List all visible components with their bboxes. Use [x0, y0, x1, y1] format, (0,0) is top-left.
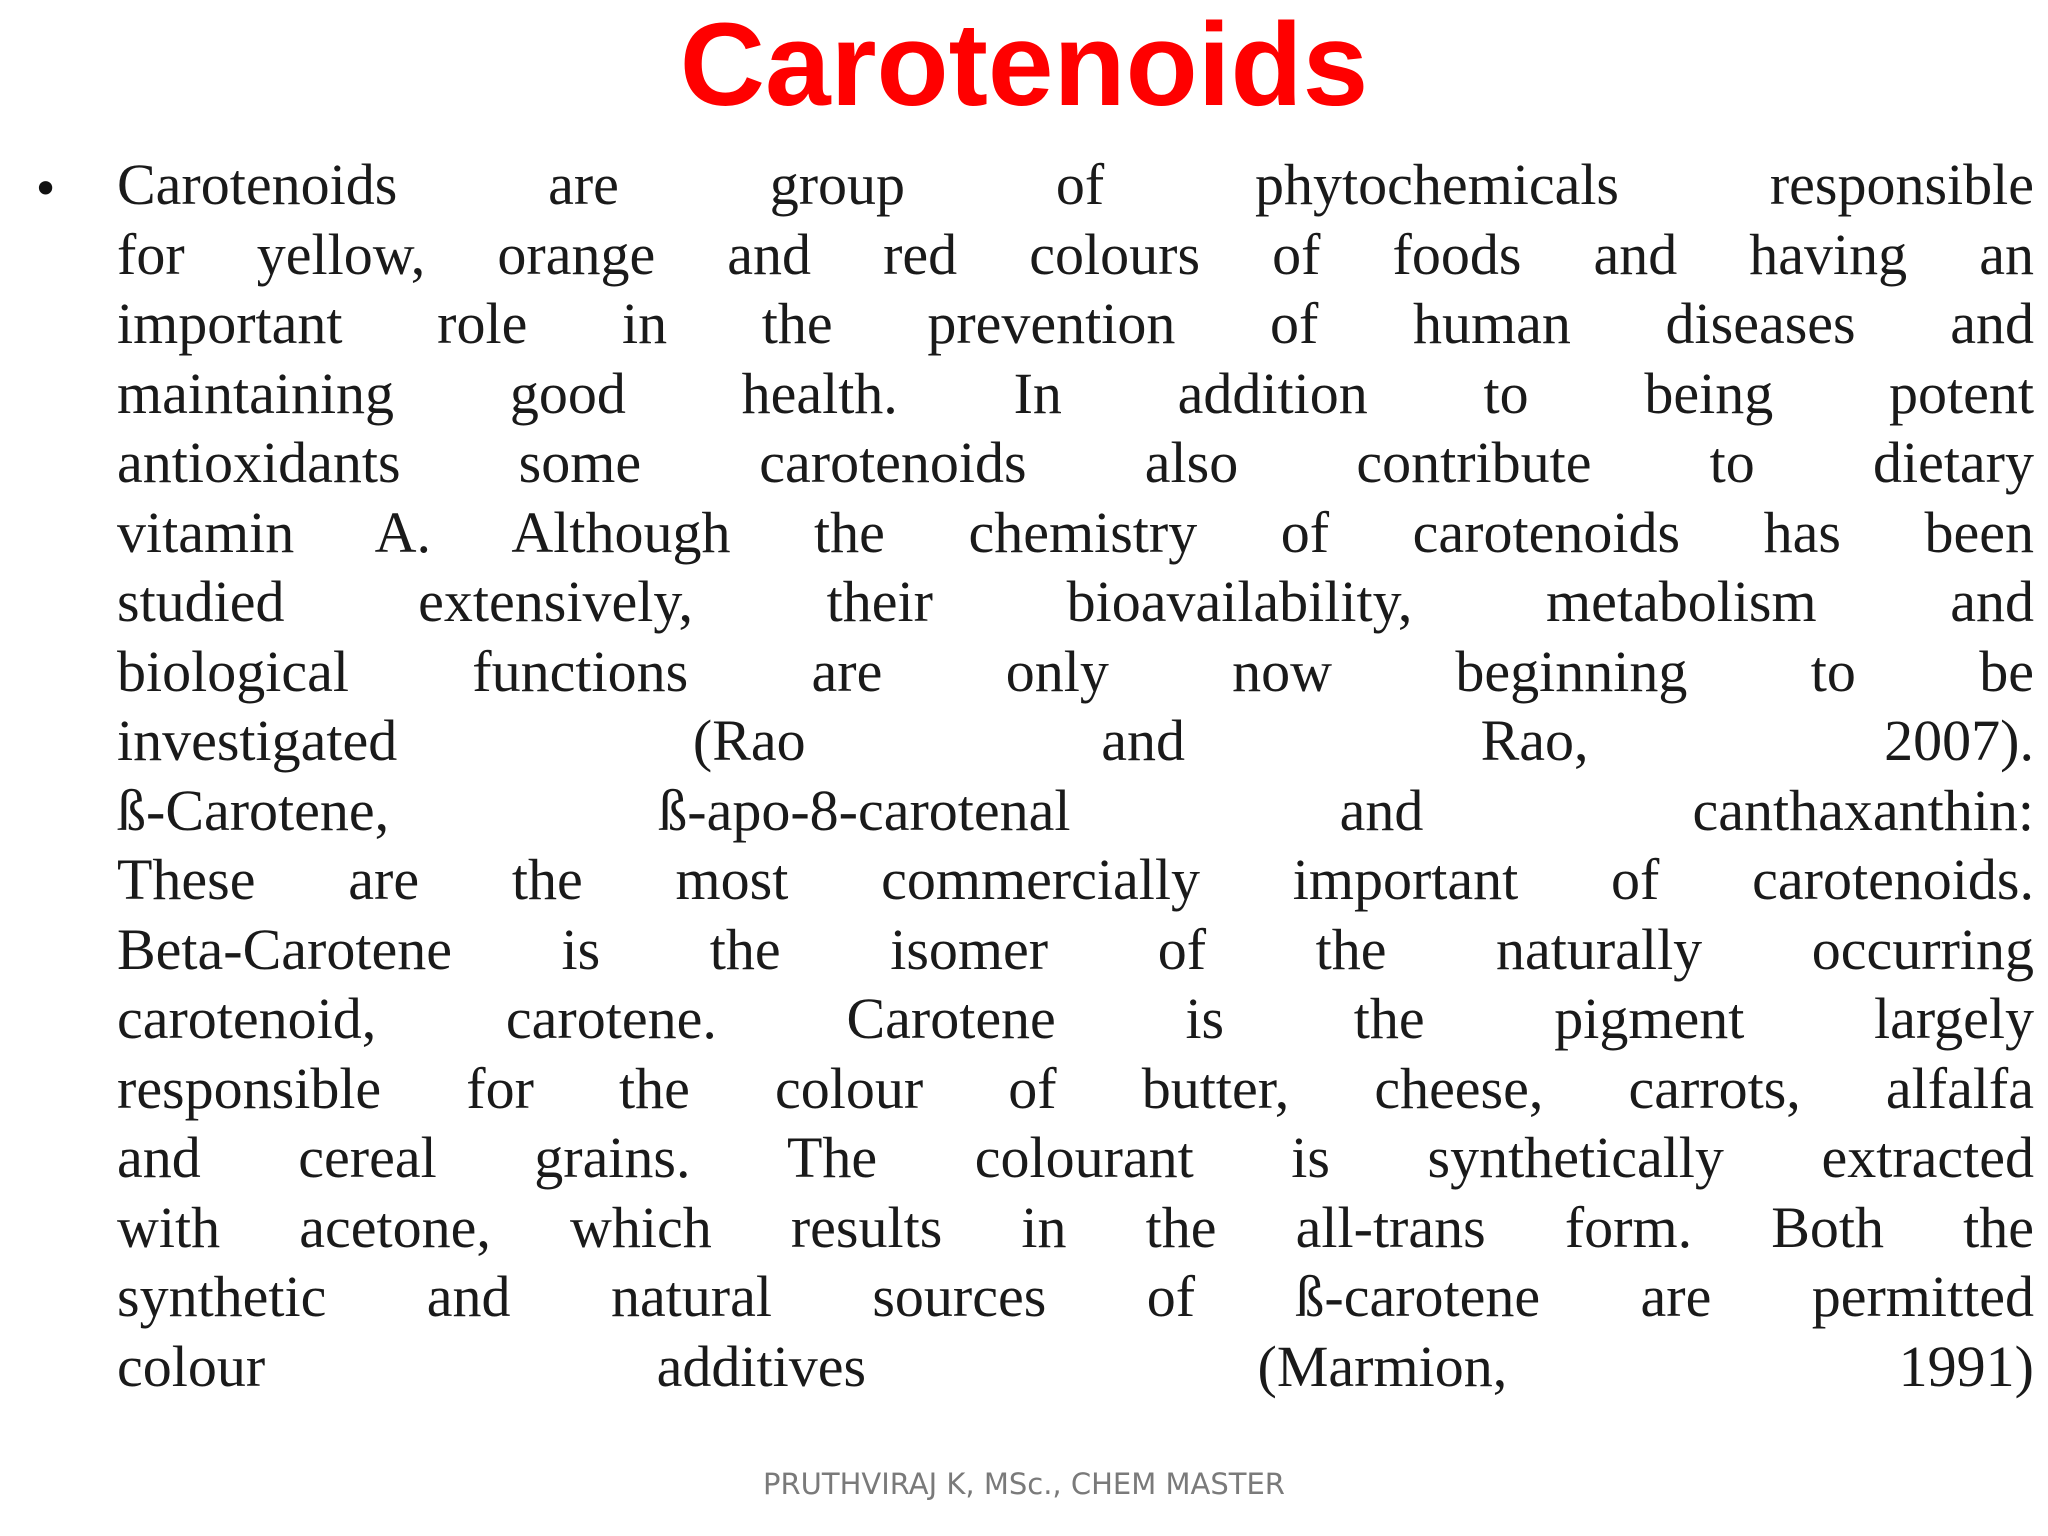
- paragraph-line: synthetic and natural sources of ß-carotene are permitted: [117, 1264, 2034, 1329]
- slide-footer: PRUTHVIRAJ K, MSc., CHEM MASTER: [763, 1467, 1285, 1501]
- paragraph-line: biological functions are only now beginning to be: [117, 638, 2034, 704]
- paragraph-line: Carotenoids are group of phytochemicals responsible: [117, 152, 2034, 217]
- paragraph-line: and cereal grains. The colourant is synthetically extracted: [117, 1125, 2034, 1190]
- paragraph-line: ß-Carotene, ß-apo-8-carotenal and canthaxanthin:: [117, 777, 2034, 843]
- paragraph-line: vitamin A. Although the chemistry of carotenoids has been: [117, 499, 2034, 565]
- paragraph-line: studied extensively, their bioavailability, metabolism and: [117, 569, 2034, 634]
- paragraph-line: for yellow, orange and red colours of foods and having an: [117, 221, 2034, 287]
- paragraph-line: antioxidants some carotenoids also contribute to dietary: [117, 430, 2034, 495]
- paragraph-line: investigated (Rao and Rao, 2007).: [117, 708, 2034, 773]
- paragraph-line: maintaining good health. In addition to being potent: [117, 360, 2034, 426]
- paragraph-line: carotenoid, carotene. Carotene is the pigment largely: [117, 986, 2034, 1051]
- paragraph-line: These are the most commercially important of carotenoids.: [117, 847, 2034, 912]
- slide-title: Carotenoids: [679, 0, 1369, 131]
- paragraph-line: important role in the prevention of human diseases and: [117, 291, 2034, 356]
- paragraph-line: Beta-Carotene is the isomer of the naturally occurring: [117, 916, 2034, 982]
- bullet-marker: •: [32, 162, 60, 216]
- paragraph-line: with acetone, which results in the all-trans form. Both the: [117, 1194, 2034, 1260]
- paragraph-line: responsible for the colour of butter, cheese, carrots, alfalfa: [117, 1055, 2034, 1121]
- bullet-paragraph: [117, 150, 2034, 1401]
- paragraph-line: colour additives (Marmion, 1991): [117, 1333, 2034, 1399]
